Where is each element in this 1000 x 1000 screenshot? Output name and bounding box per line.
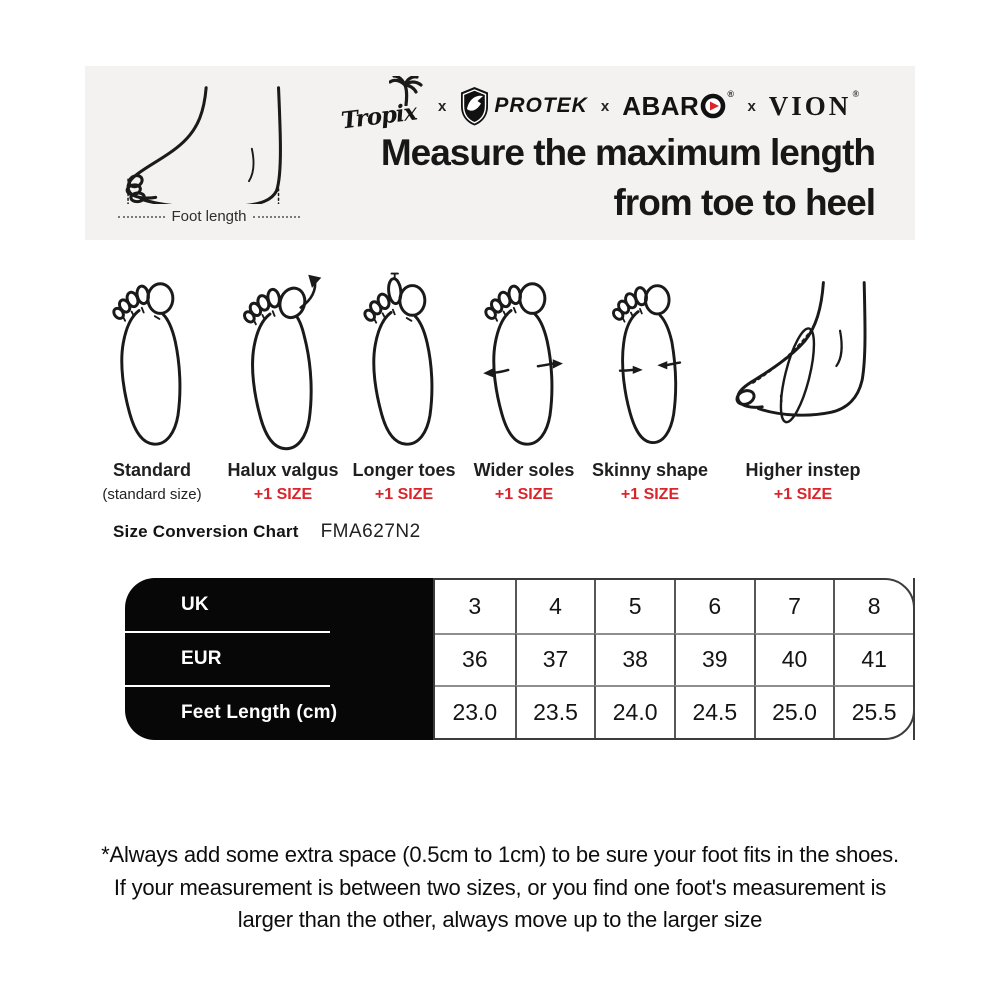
row-label-text: Feet Length (cm)	[181, 701, 338, 723]
foot-sole-standard-icon	[101, 272, 203, 454]
foot-type-label: Skinny shape	[591, 460, 709, 480]
table-cell-eur: 36	[435, 633, 515, 686]
table-header-column	[125, 578, 433, 740]
brand-separator: x	[438, 97, 447, 115]
foot-type-higher-instep	[713, 272, 893, 504]
table-cell-eur: 38	[594, 633, 674, 686]
table-cell-uk: 3	[468, 592, 482, 619]
table-cell-eur: 39	[674, 633, 754, 686]
brand-logos-row	[341, 78, 862, 134]
vion-wordmark: VION	[768, 90, 852, 121]
foot-length-diagram	[118, 84, 300, 225]
row-label-text: UK	[181, 593, 209, 615]
model-code: FMA627N2	[320, 521, 421, 542]
table-cell-feet-length: 24.0	[594, 685, 674, 738]
foot-type-sublabel: +1 SIZE	[620, 486, 680, 503]
foot-type-sublabel: (standard size)	[102, 486, 202, 503]
table-cell-eur: 41	[833, 633, 913, 686]
foot-sole-skinny-icon	[600, 272, 700, 454]
foot-type-label: Wider soles	[473, 460, 575, 480]
table-cell-uk: 6	[674, 580, 754, 633]
table-cell-feet-length: 25.0	[754, 685, 834, 738]
abaro-wordmark: ABAR	[622, 90, 700, 121]
row-divider	[125, 631, 330, 633]
disclaimer-text	[0, 839, 1000, 937]
header-band	[85, 66, 915, 240]
table-cell-uk: 8	[833, 580, 913, 633]
foot-length-label: Foot length	[171, 208, 247, 225]
foot-type-skinny-shape	[565, 272, 735, 504]
foot-side-outline-icon	[118, 84, 300, 204]
header-title-line1: Measure the maximum length	[380, 132, 875, 173]
size-chart-title: Size Conversion Chart	[113, 522, 299, 541]
dotted-line-left	[118, 216, 165, 218]
disclaimer-line-3: larger than the other, always move up to the larger size	[237, 907, 763, 932]
foot-type-label: Higher instep	[745, 460, 861, 480]
row-label-text: EUR	[181, 647, 222, 669]
foot-length-measure-line	[118, 208, 300, 225]
row-divider	[125, 685, 330, 687]
brand-separator: x	[600, 97, 610, 115]
row-label-eur	[125, 632, 433, 686]
disclaimer-line-1: *Always add some extra space (0.5cm to 1cm) to be sure your foot fits in the shoes.	[101, 842, 899, 867]
foot-type-label: Longer toes	[352, 460, 456, 480]
foot-type-sublabel: +1 SIZE	[773, 486, 833, 503]
abaro-logo	[622, 88, 735, 122]
brand-separator: x	[747, 97, 756, 115]
table-values-grid	[433, 578, 915, 740]
foot-sole-wider-icon	[473, 272, 575, 454]
table-cell-uk: 7	[754, 580, 834, 633]
table-cell-feet-length: 25.5	[833, 685, 913, 738]
header-title-line2: from toe to heel	[613, 182, 875, 223]
disclaimer-line-2: If your measurement is between two sizes, or you find one foot's measurement is	[113, 874, 887, 900]
table-cell-uk: 4	[515, 580, 595, 633]
protek-shield-icon	[459, 86, 490, 126]
abaro-o-play-icon	[700, 93, 726, 119]
tropix-wordmark: Tropix	[339, 98, 418, 135]
row-label-feet-length	[125, 686, 433, 740]
foot-type-sublabel: +1 SIZE	[253, 486, 313, 503]
table-cell-uk: 5	[594, 580, 674, 633]
table-cell-feet-length: 24.5	[674, 685, 754, 738]
protek-logo	[459, 86, 588, 126]
registered-mark: ®	[852, 88, 863, 99]
registered-mark: ®	[727, 88, 735, 99]
row-label-uk	[125, 578, 433, 632]
foot-type-sublabel: +1 SIZE	[494, 486, 554, 503]
foot-type-label: Standard	[112, 460, 191, 480]
protek-wordmark: PROTEK	[494, 94, 588, 117]
size-conversion-table	[125, 578, 915, 740]
vion-logo	[768, 88, 863, 122]
foot-type-label: Halux valgus	[227, 460, 339, 480]
table-cell-eur: 40	[754, 633, 834, 686]
header-title	[381, 128, 875, 228]
size-chart-title-row	[113, 521, 421, 543]
foot-type-sublabel: +1 SIZE	[374, 486, 434, 503]
dotted-line-right	[253, 216, 300, 218]
table-cell-feet-length: 23.5	[515, 685, 595, 738]
table-cell-feet-length: 23.0	[435, 685, 515, 738]
foot-side-higher-instep-icon	[717, 277, 889, 455]
table-right-border-line	[913, 578, 915, 740]
tropix-logo	[341, 78, 425, 134]
table-cell-eur: 37	[515, 633, 595, 686]
